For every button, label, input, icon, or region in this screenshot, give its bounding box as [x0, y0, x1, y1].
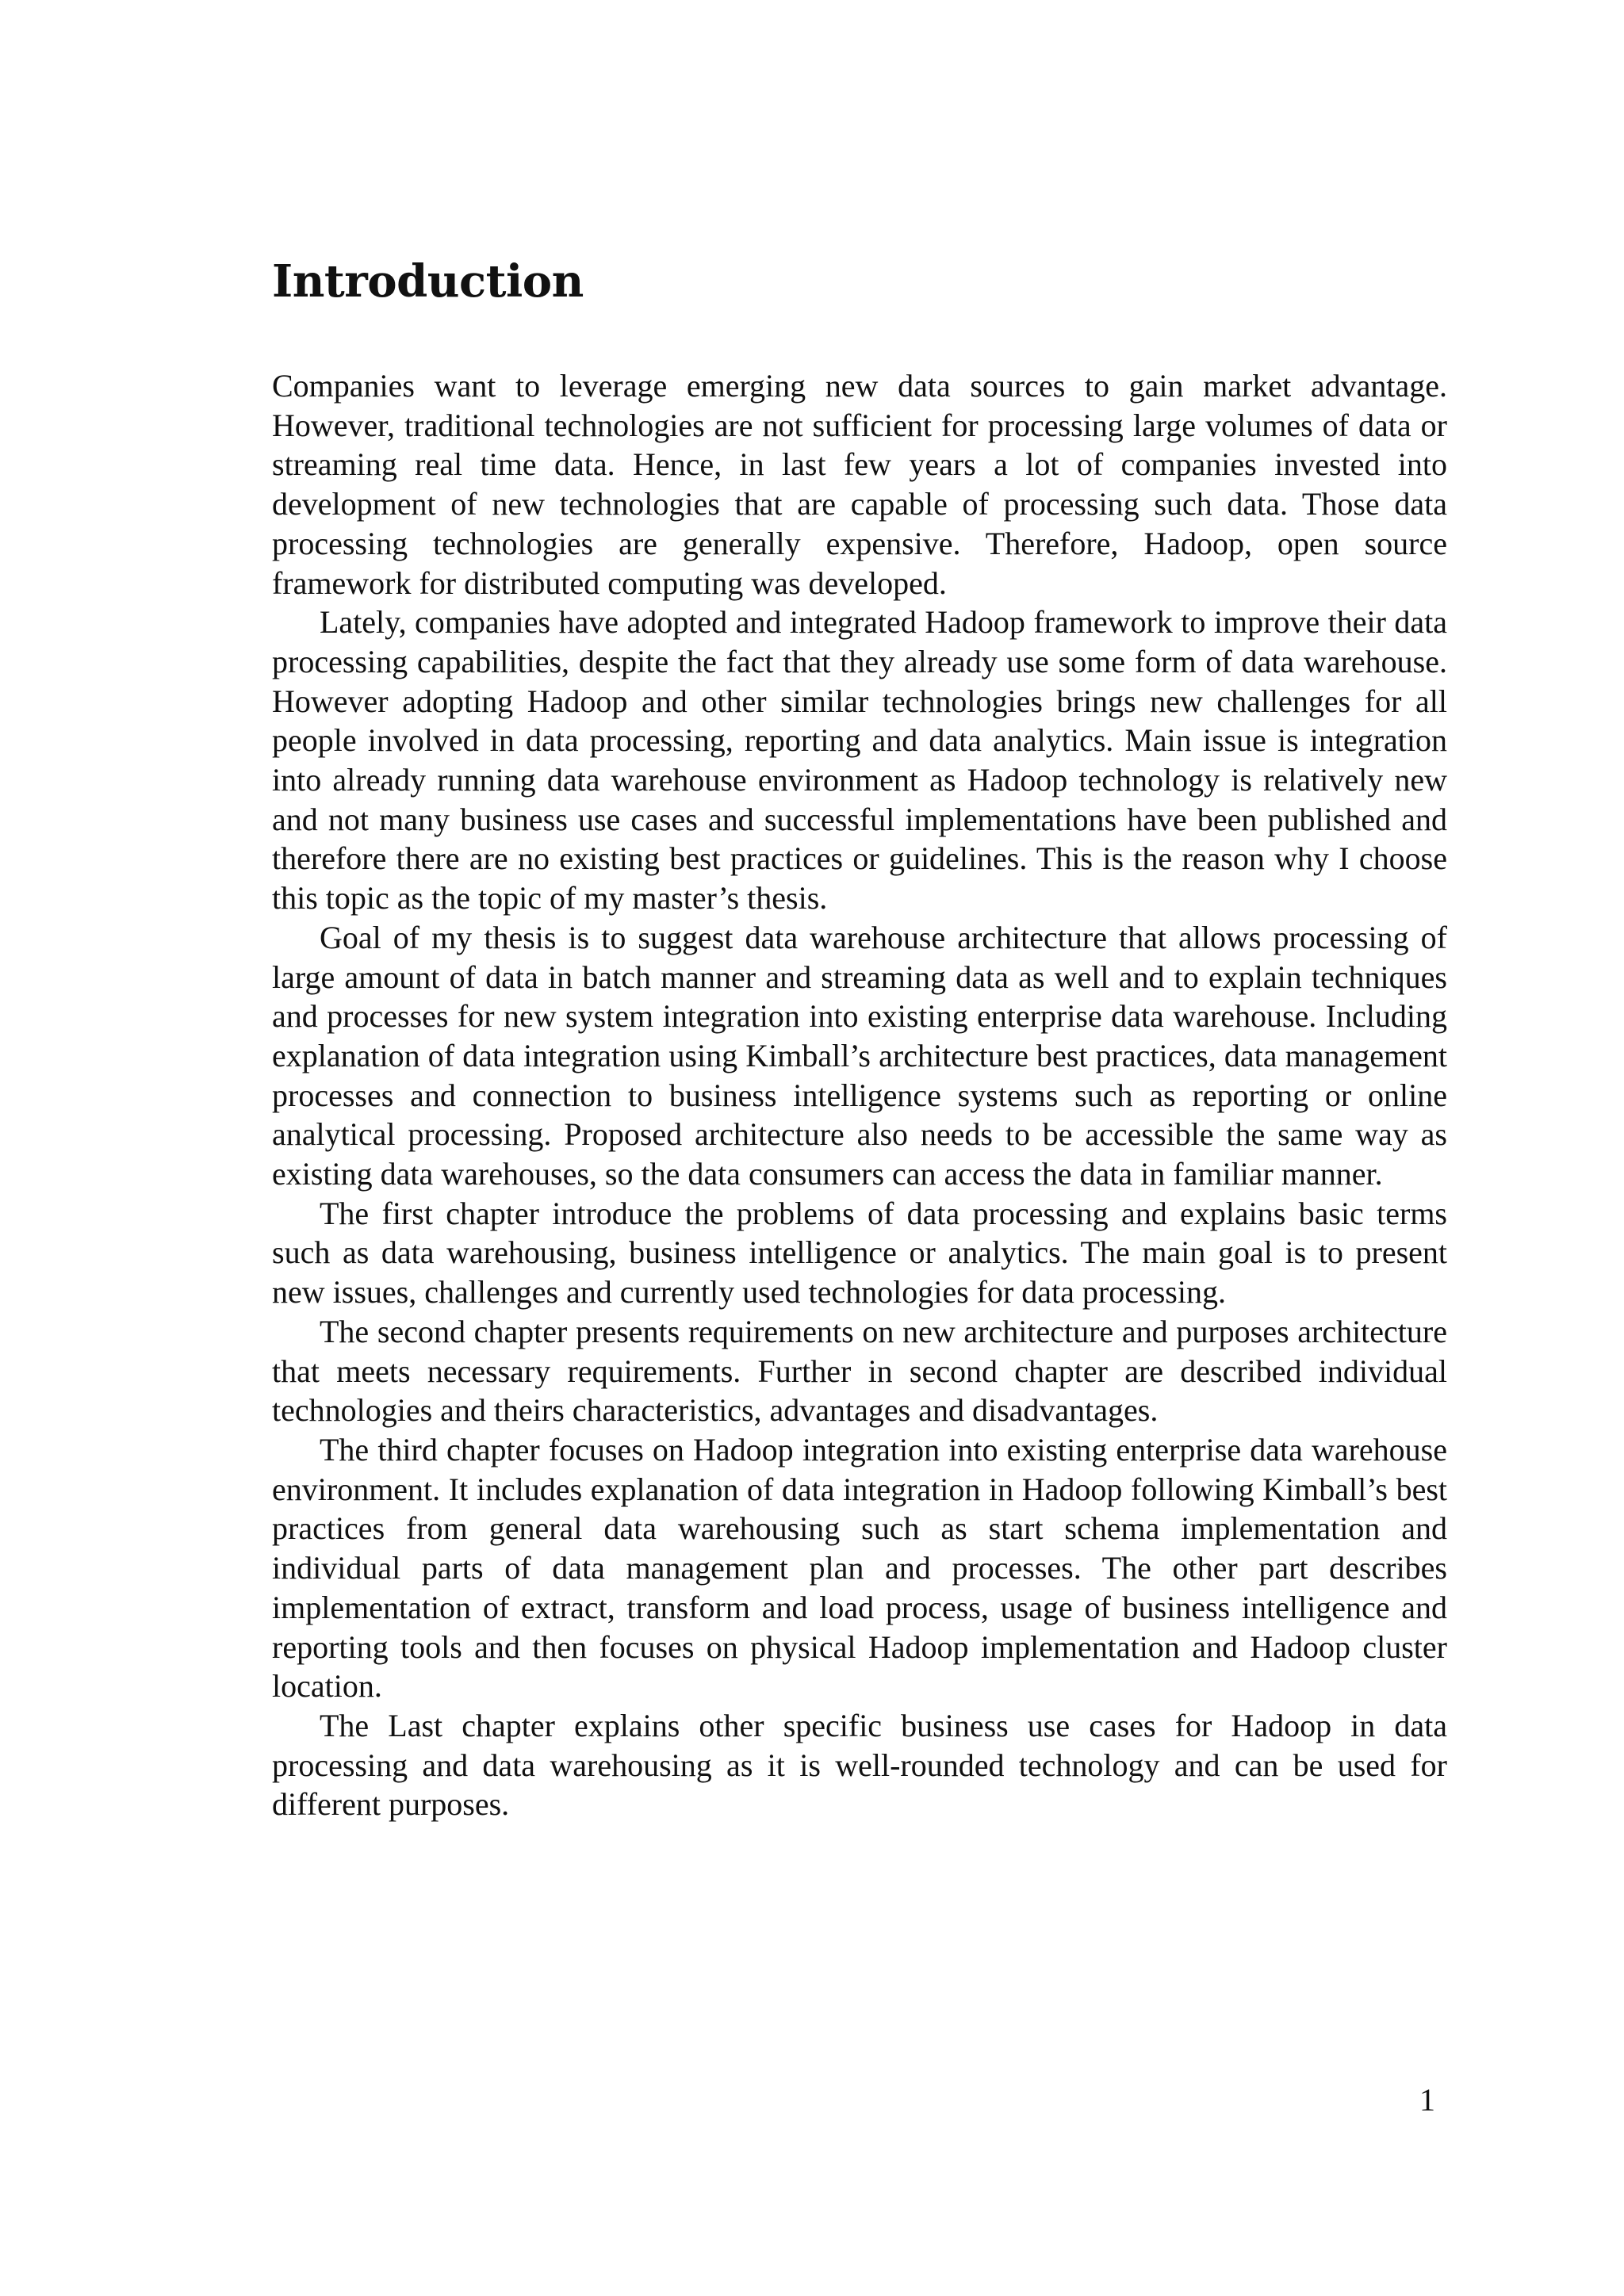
paragraph-5: The second chapter presents requirements on new architecture and purposes architecture that meets necessary requirements. Further in second chapter are described individual technologies and theirs characteristics, advantages and disadvantages. — [272, 1313, 1447, 1429]
paragraph-2: Lately, companies have adopted and integrated Hadoop framework to improve their data processing capabilities, despite the fact that they already use some form of data warehouse. However adopting Hadoop and other similar technologies brings new challenges for all people involved in data processing, reporting and data analytics. Main issue is integration into already running data warehouse environment as Hadoop technology is relatively new and not many business use cases and successful implementations have been published and therefore there are no existing best practices or guidelines. This is the reason why I choose this topic as the topic of my master’s thesis. — [272, 604, 1447, 916]
body-text — [272, 366, 1447, 1824]
page-number: 1 — [1419, 2082, 1435, 2118]
paragraph-3: Goal of my thesis is to suggest data warehouse architecture that allows processing of large amount of data in batch manner and streaming data as well and to explain techniques and processes for new system integration into existing enterprise data warehouse. Including explanation of data integration using Kimball’s architecture best practices, data management processes and connection to business intelligence systems such as reporting or online analytical processing. Proposed architecture also needs to be accessible the same way as existing data warehouses, so the data consumers can access the data in familiar manner. — [272, 919, 1447, 1192]
chapter-title: Introduction — [272, 255, 584, 308]
paragraph-7: The Last chapter explains other specific business use cases for Hadoop in data processing and data warehousing as it is well-rounded technology and can be used for different purposes. — [272, 1707, 1447, 1823]
paragraph-6: The third chapter focuses on Hadoop integration into existing enterprise data warehouse environment. It includes explanation of data integration in Hadoop following Kimball’s best practices from general data warehousing such as start schema implementation and individual parts of data management plan and processes. The other part describes implementation of extract, transform and load process, usage of business intelligence and reporting tools and then focuses on physical Hadoop implementation and Hadoop cluster location. — [272, 1431, 1447, 1705]
paragraph-4: The first chapter introduce the problems of data processing and explains basic terms such as data warehousing, business intelligence or analytics. The main goal is to present new issues, challenges and currently used technologies for data processing. — [272, 1195, 1447, 1311]
paragraph-1: Companies want to leverage emerging new data sources to gain market advantage. However, traditional technologies are not sufficient for processing large volumes of data or streaming real time data. Hence, in last few years a lot of companies invested into development of new technologies that are capable of processing such data. Those data processing technologies are generally expensive. Therefore, Hadoop, open source framework for distributed computing was developed. — [272, 368, 1447, 601]
